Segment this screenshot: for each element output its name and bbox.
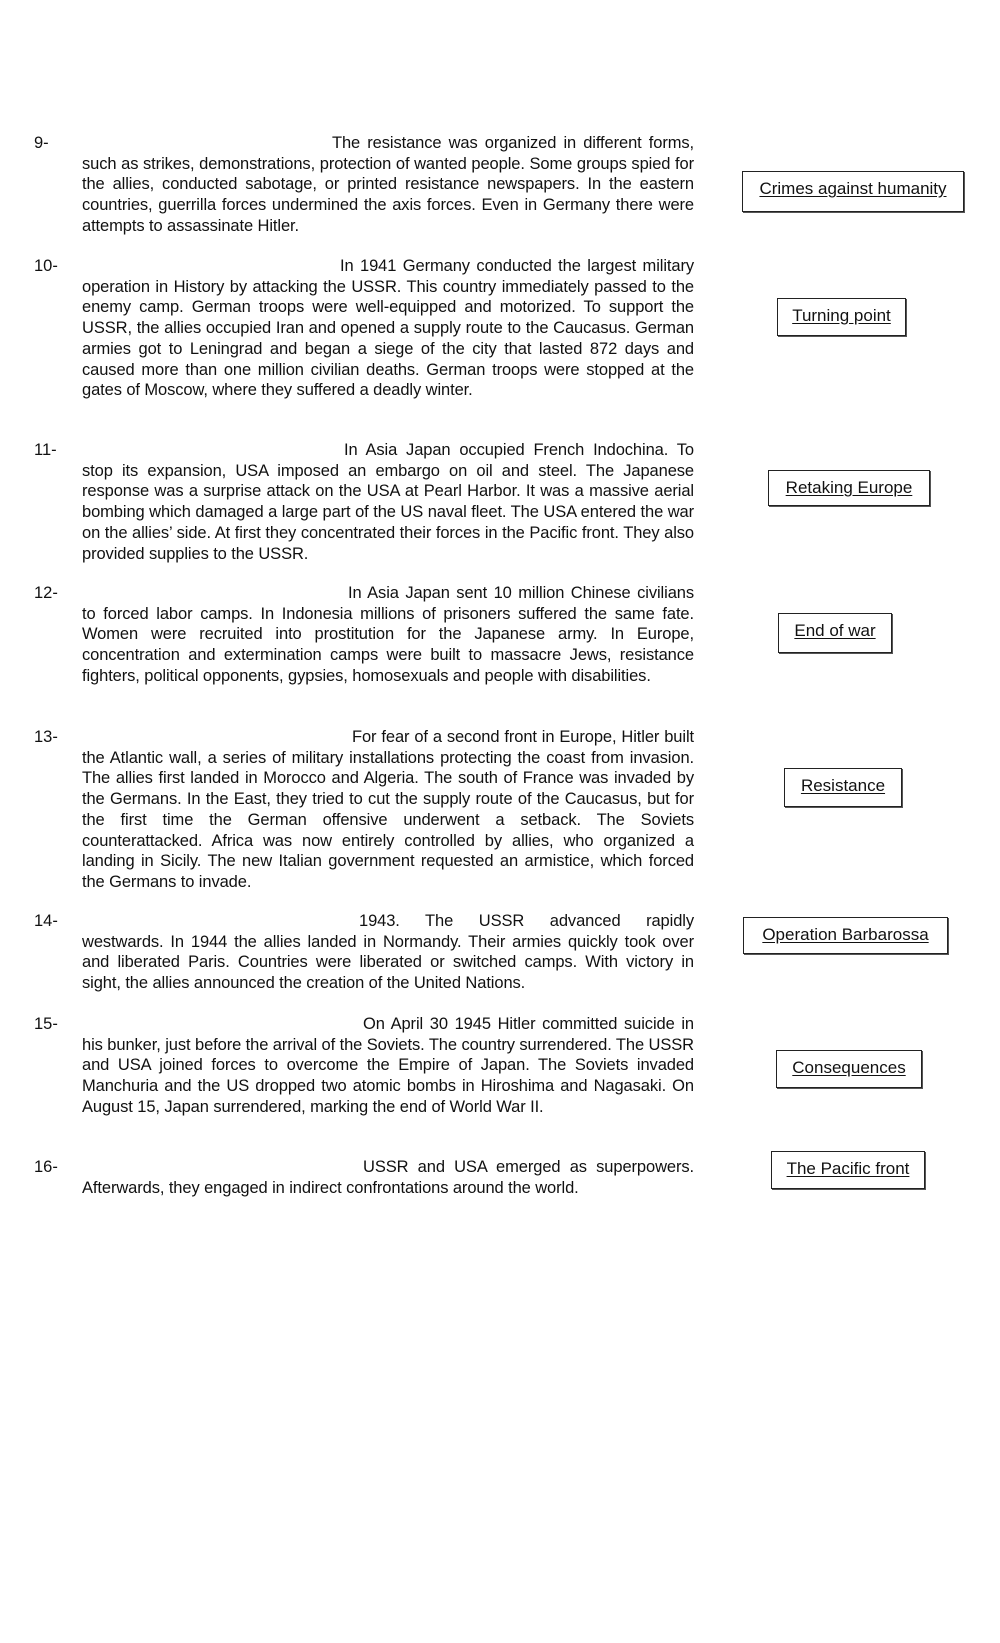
item-paragraph xyxy=(82,911,694,994)
item-number: 14- xyxy=(34,912,58,930)
label-box-crimes-against-humanity[interactable] xyxy=(742,171,964,212)
label-box-turning-point[interactable] xyxy=(777,298,906,336)
item-number: 13- xyxy=(34,728,58,746)
label-text: End of war xyxy=(794,621,876,640)
label-box-end-of-war[interactable] xyxy=(778,613,892,653)
label-text: The Pacific front xyxy=(786,1159,910,1178)
item-text: In Asia Japan occupied French Indochina. To stop its expansion, USA imposed an embargo on oil and steel. The Japanese response was a surprise attack on the USA at Pearl Harbor. It was a massive aerial bombing which damaged a large part of the US naval fleet. The USA entered the war on the allies’ side. At first they concentrated their forces in the Pacific front. They also provided supplies to the USSR. xyxy=(82,441,694,563)
label-box-consequences[interactable] xyxy=(776,1050,922,1088)
item-paragraph xyxy=(82,133,694,237)
item-paragraph xyxy=(82,1157,694,1198)
label-box-retaking-europe[interactable] xyxy=(768,470,930,506)
label-box-resistance[interactable] xyxy=(784,768,902,807)
label-text: Turning point xyxy=(792,306,891,325)
item-number: 12- xyxy=(34,584,58,602)
item-number: 15- xyxy=(34,1015,58,1033)
item-paragraph xyxy=(82,727,694,893)
item-text: In Asia Japan sent 10 million Chinese civilians to forced labor camps. In Indonesia millions of prisoners suffered the same fate. Women were recruited into prostitution for the Japanese army. In Europe, concentration and extermination camps were built to massacre Jews, resistance fighters, political opponents, gypsies, homosexuals and people with disabilities. xyxy=(82,584,694,685)
item-paragraph xyxy=(82,583,694,687)
item-paragraph xyxy=(82,440,694,564)
label-text: Consequences xyxy=(792,1058,906,1077)
label-text: Crimes against humanity xyxy=(759,179,947,198)
label-text: Resistance xyxy=(800,776,886,795)
item-text: USSR and USA emerged as superpowers. Afterwards, they engaged in indirect confrontations around the world. xyxy=(82,1158,694,1197)
item-text: On April 30 1945 Hitler committed suicide in his bunker, just before the arrival of the Soviets. The country surrendered. The USSR and USA joined forces to overcome the Empire of Japan. The Soviets invaded Manchuria and the US dropped two atomic bombs in Hiroshima and Nagasaki. On August 15, Japan surrendered, marking the end of World War II. xyxy=(82,1015,694,1116)
item-number: 9- xyxy=(34,134,49,152)
label-text: Operation Barbarossa xyxy=(762,925,929,944)
item-number: 16- xyxy=(34,1158,58,1176)
item-text: In 1941 Germany conducted the largest military operation in History by attacking the USSR. This country immediately passed to the enemy camp. German troops were well-equipped and motorized. To support the USSR, the allies occupied Iran and opened a supply route to the Caucasus. German armies got to Leningrad and began a siege of the city that lasted 872 days and caused more than one million civilian deaths. German troops were stopped at the gates of Moscow, where they suffered a deadly winter. xyxy=(82,257,694,400)
item-number: 10- xyxy=(34,257,58,275)
item-text: The resistance was organized in different forms, such as strikes, demonstrations, protection of wanted people. Some groups spied for the allies, conducted sabotage, or printed resistance newspapers. In the eastern countries, guerrilla forces undermined the axis forces. Even in Germany there were attempts to assassinate Hitler. xyxy=(82,134,694,235)
item-text: 1943. The USSR advanced rapidly westwards. In 1944 the allies landed in Normandy. Their armies quickly took over and liberated Paris. Countries were liberated or switched camps. With victory in sight, the allies announced the creation of the United Nations. xyxy=(82,912,694,993)
item-number: 11- xyxy=(34,441,57,459)
item-paragraph xyxy=(82,1014,694,1118)
item-paragraph xyxy=(82,256,694,401)
label-box-operation-barbarossa[interactable] xyxy=(743,917,948,954)
label-box-the-pacific-front[interactable] xyxy=(771,1151,925,1189)
label-text: Retaking Europe xyxy=(785,478,913,497)
item-text: For fear of a second front in Europe, Hitler built the Atlantic wall, a series of military installations protecting the coast from invasion. The allies first landed in Morocco and Algeria. The south of France was invaded by the Germans. In the East, they tried to cut the supply route of the Caucasus, but for the first time the German offensive underwent a setback. The Soviets counterattacked. Africa was now entirely controlled by allies, who organized a landing in Sicily. The new Italian government requested an armistice, which forced the Germans to invade. xyxy=(82,728,694,891)
